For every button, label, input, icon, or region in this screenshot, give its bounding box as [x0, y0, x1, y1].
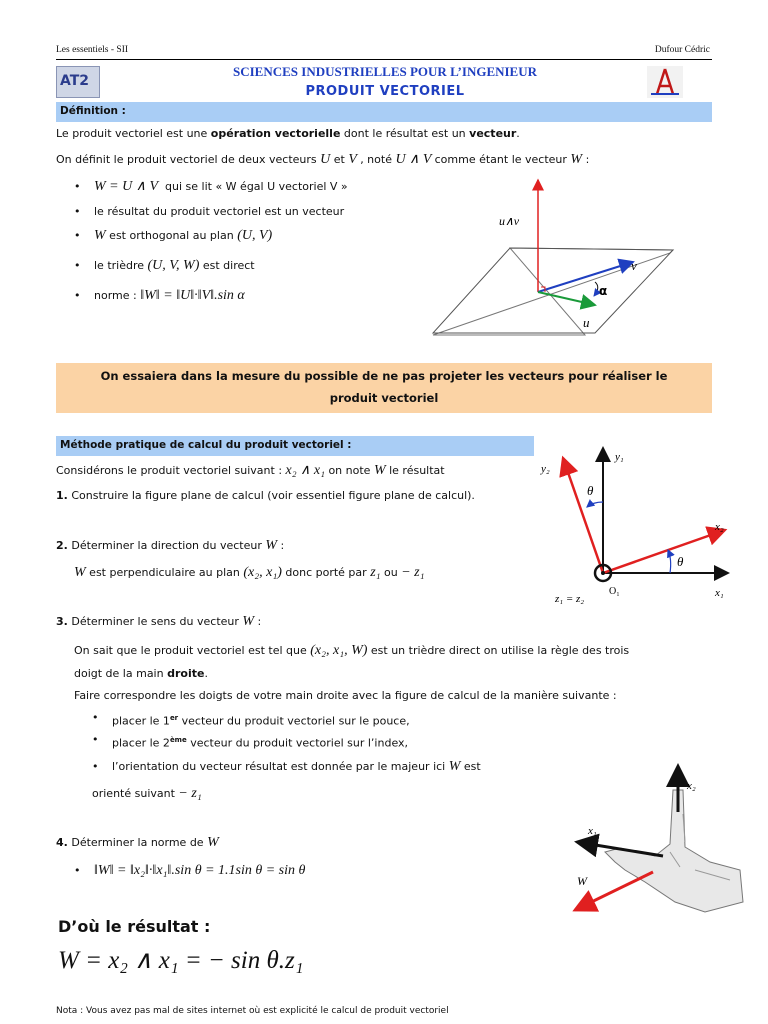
- definition-bullet-4: • le trièdre (U, V, W) est direct: [94, 259, 255, 273]
- method-step-3-line3: Faire correspondre les doigts de votre main droite avec la figure de calcul de la manière suivante :: [74, 689, 617, 702]
- projection-warning: On essaiera dans la mesure du possible de ne pas projeter les vecteurs pour réaliser le produit vectoriel: [56, 363, 712, 413]
- method-step-3-line1: On sait que le produit vectoriel est tel que (x₂, x₁, W) est un trièdre direct on utilise la règle des trois: [74, 643, 630, 658]
- label-hand-w: W: [577, 874, 587, 888]
- method-step-3-bullet-3: • l’orientation du vecteur résultat est donnée par le majeur ici W est: [112, 760, 481, 774]
- right-hand-rule-figure: [545, 752, 745, 927]
- label-y2: y₂: [541, 463, 550, 475]
- definition-bullet-2: • le résultat du produit vectoriel est un vecteur: [94, 205, 344, 219]
- method-step-4: 4. Déterminer la norme de W: [56, 835, 219, 850]
- label-y1: y₁: [615, 451, 624, 463]
- header-right: Dufour Cédric: [654, 45, 710, 55]
- axis-y2: [563, 458, 603, 573]
- method-step-2: 2. Déterminer la direction du vecteur W :: [56, 538, 285, 553]
- result-formula: W = x₂ ∧ x₁ = − sin θ.z₁: [58, 947, 304, 974]
- definition-heading-band: [56, 102, 712, 122]
- definition-heading: Définition :: [60, 105, 126, 117]
- result-heading: D’où le résultat :: [58, 917, 211, 936]
- label-alpha: α: [599, 284, 608, 298]
- method-step-3-line2: doigt de la main droite.: [74, 667, 208, 680]
- plane-calculation-figure: [535, 438, 745, 608]
- vector-v: [538, 262, 633, 292]
- definition-line1: Le produit vectoriel est une opération vectorielle dont le résultat est un vecteur.: [56, 127, 520, 140]
- definition-line2: On définit le produit vectoriel de deux vecteurs U et V , noté U ∧ V comme étant le vecteur W :: [56, 152, 590, 167]
- lycee-eiffel-logo: [647, 66, 683, 98]
- axis-x2: [603, 530, 725, 573]
- label-z: z₁ = z₂: [555, 593, 585, 605]
- label-u-cross-v: u∧v: [499, 214, 520, 228]
- method-step-3-bullet-1: • placer le 1er vecteur du produit vectoriel sur le pouce,: [112, 711, 410, 729]
- label-theta-2: θ: [677, 554, 684, 569]
- label-x1: x₁: [715, 587, 724, 599]
- label-hand-x1: x₁: [588, 825, 597, 837]
- method-heading-band: [56, 436, 534, 456]
- method-step-1: 1. Construire la figure plane de calcul (voir essentiel figure plane de calcul).: [56, 489, 475, 502]
- vector-u: [538, 292, 595, 305]
- method-step-2-detail: W est perpendiculaire au plan (x₂, x₁) donc porté par z₁ ou − z₁: [74, 565, 425, 580]
- method-step-4-formula: • ‖W‖ = ‖x₂‖·‖x₁‖.sin θ = 1.1sin θ = sin θ: [94, 864, 305, 878]
- definition-bullet-3: • W est orthogonal au plan (U, V): [94, 229, 272, 243]
- nota-footnote: Nota : Vous avez pas mal de sites internet où est explicité le calcul de produit vectoriel: [56, 1006, 449, 1016]
- definition-bullet-1: • W = U ∧ V qui se lit « W égal U vectoriel V »: [94, 180, 348, 194]
- method-step-3-bullet-2: • placer le 2ème vecteur du produit vectoriel sur l’index,: [112, 733, 408, 751]
- page-title-line1: SCIENCES INDUSTRIELLES POUR L’INGENIEUR: [232, 64, 538, 79]
- definition-bullet-5: • norme : ‖W‖ = ‖U‖·‖V‖.sin α: [94, 289, 245, 303]
- label-x2: x₂: [715, 521, 724, 533]
- header-left: Les essentiels - SII: [56, 45, 129, 55]
- label-u: u: [583, 315, 590, 330]
- header-divider: [56, 59, 712, 60]
- at2-logo: AT2: [56, 66, 100, 98]
- label-hand-x2: x₂: [687, 780, 696, 792]
- theta-arc-x: [668, 550, 671, 573]
- theta-arc-y: [587, 502, 603, 507]
- plane-outline: [433, 248, 673, 335]
- cross-product-plane-figure: [425, 170, 675, 345]
- label-o1: O₁: [609, 586, 620, 597]
- method-step-3-bullet-3-line2: orienté suivant − z₁: [92, 786, 202, 801]
- label-theta-1: θ: [587, 483, 594, 498]
- method-step-3: 3. Déterminer le sens du vecteur W :: [56, 614, 262, 629]
- label-v: v: [631, 258, 637, 273]
- page-title-line2: PRODUIT VECTORIEL: [305, 84, 465, 99]
- method-consider: Considérons le produit vectoriel suivant : x₂ ∧ x₁ on note W le résultat: [56, 463, 445, 478]
- method-heading: Méthode pratique de calcul du produit vectoriel :: [60, 439, 352, 451]
